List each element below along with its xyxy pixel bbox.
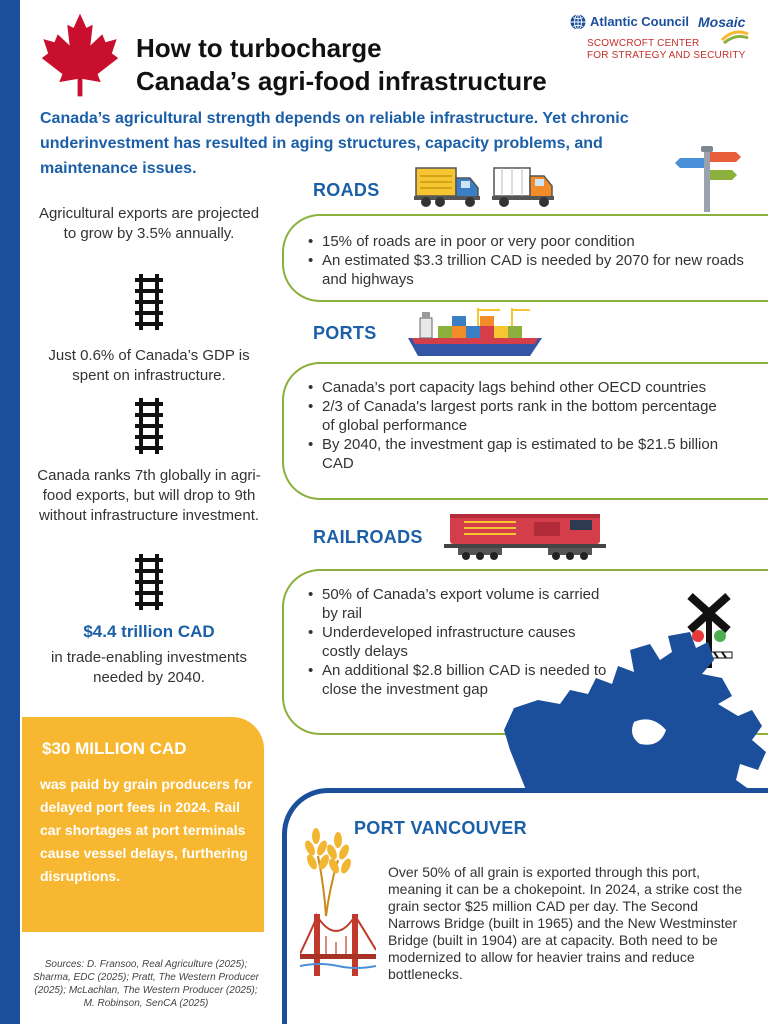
gdp-share-stat: Just 0.6% of Canada’s GDP is spent on infrastructure. <box>48 347 250 384</box>
railroads-heading: RAILROADS <box>313 527 423 547</box>
list-item: • 15% of roads are in poor or very poor condition <box>308 232 758 251</box>
port-fees-callout <box>22 717 264 932</box>
port-vancouver-heading: PORT VANCOUVER <box>354 818 527 838</box>
signpost-icon <box>674 146 742 212</box>
title-line-1: How to turbocharge <box>136 33 382 63</box>
rail-track-icon <box>135 398 163 454</box>
left-accent-bar <box>0 0 20 1024</box>
roads-heading: ROADS <box>313 180 380 200</box>
page-title <box>136 32 596 98</box>
mosaic-logo-text: Mosaic <box>698 14 746 30</box>
port-vancouver-body: Over 50% of all grain is exported through this port, meaning it can be a chokepoint. In 2024, a strike cost the grain sector $25 million CAD per day. The Second Narrows Bridge (built in 1965) and the New Westminster Bridge (built in 1904) are at capacity. Both need to be modernized to allow for heavier trains and reduce bottlenecks. <box>388 864 743 982</box>
list-item: • An estimated $3.3 trillion CAD is needed by 2070 for new roads and highways <box>308 251 758 289</box>
ports-bullet-list <box>308 378 732 473</box>
investment-description: in trade-enabling investments needed by 2040. <box>51 649 247 686</box>
ports-heading: PORTS <box>313 323 377 343</box>
intro-text: Canada’s agricultural strength depends on reliable infrastructure. Yet chronic underinvestment has resulted in aging structures, capacity problems, and maintenance issues. <box>40 110 629 177</box>
partner-logos <box>570 14 760 64</box>
cargo-ship-icon <box>408 308 542 358</box>
list-item: • 2/3 of Canada's largest ports rank in the bottom percentage of global performance <box>308 397 732 435</box>
roads-facts-box <box>282 214 768 302</box>
scowcroft-line-1: SCOWCROFT CENTER <box>587 38 700 49</box>
callout-body: was paid by grain producers for delayed port fees in 2024. Rail car shortages at port terminals cause vessel delays, furthering disruptions. <box>40 776 253 884</box>
rail-track-icon <box>135 554 163 610</box>
scowcroft-line-2: FOR STRATEGY AND SECURITY <box>587 50 746 61</box>
list-item: • Canada’s port capacity lags behind other OECD countries <box>308 378 732 397</box>
title-line-2: Canada’s agri-food infrastructure <box>136 66 547 96</box>
atlantic-council-globe-icon <box>570 14 586 30</box>
sources-citation: Sources: D. Fransoo, Real Agriculture (2025); Sharma, EDC (2025); Pratt, The Western Producer (2025); McLachlan, The Western Producer (2025); M. Robinson, SenCA (2025) <box>32 959 259 1009</box>
export-ranking-stat: Canada ranks 7th globally in agri-food exports, but will drop to 9th without infrastructure investment. <box>37 467 261 524</box>
exports-growth-stat: Agricultural exports are projected to grow by 3.5% annually. <box>38 205 260 242</box>
list-item: • An additional $2.8 billion CAD is needed to close the investment gap <box>308 661 608 699</box>
rail-track-icon <box>135 274 163 330</box>
scowcroft-center-label <box>587 38 746 62</box>
suspension-bridge-icon <box>300 910 376 978</box>
atlantic-council-logo-text: Atlantic Council <box>590 14 689 29</box>
dump-truck-icon <box>414 164 482 208</box>
wheat-icon <box>300 826 352 918</box>
roads-bullet-list <box>308 232 758 289</box>
cargo-truck-icon <box>492 164 556 208</box>
list-item: • Underdeveloped infrastructure causes costly delays <box>308 623 608 661</box>
callout-headline: $30 MILLION CAD <box>42 739 187 758</box>
investment-value: $4.4 trillion CAD <box>83 622 215 641</box>
list-item: • 50% of Canada’s export volume is carried by rail <box>308 585 608 623</box>
maple-leaf-icon <box>40 12 120 98</box>
locomotive-icon <box>444 510 606 560</box>
ports-facts-box <box>282 362 768 500</box>
list-item: • By 2040, the investment gap is estimated to be $21.5 billion CAD <box>308 435 732 473</box>
